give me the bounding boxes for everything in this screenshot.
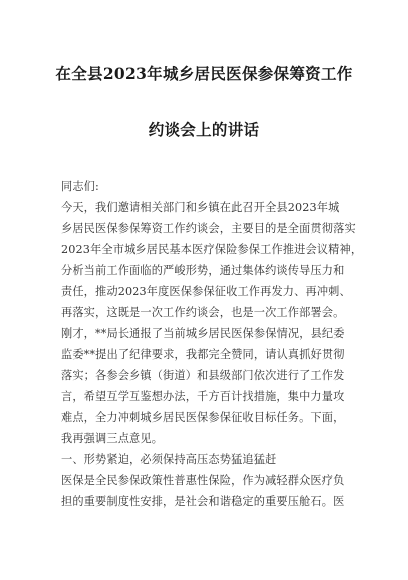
- paragraph-line: 2023年全市城乡居民基本医疗保险参保工作推进会议精神，: [61, 243, 363, 256]
- salutation: 同志们:: [61, 180, 99, 193]
- paragraph-line: 责任，推动2023年度医保参保征收工作再发力、再冲刺、: [61, 285, 351, 298]
- paragraph-line: 担的重要制度性安排，是社会和谐稳定的重要压舱石。医: [61, 495, 345, 508]
- paragraph-line: 刚才，**局长通报了当前城乡居民医保参保情况，县纪委: [61, 327, 345, 340]
- paragraph-line: 监委**提出了纪律要求，我都完全赞同，请认真抓好贯彻: [61, 348, 345, 361]
- paragraph-line: 言，希望互学互鉴想办法，千方百计找措施，集中力量攻: [61, 390, 345, 403]
- paragraph-line: 再落实，这既是一次工作约谈会，也是一次工作部署会。: [61, 306, 345, 319]
- document-title-line-2: 约谈会上的讲话: [148, 120, 260, 139]
- paragraph-line: 我再强调三点意见。: [61, 432, 164, 445]
- paragraph-line: 今天，我们邀请相关部门和乡镇在此召开全县2023年城: [61, 201, 340, 214]
- paragraph-line: 难点，全力冲刺城乡居民医保参保征收目标任务。下面，: [61, 411, 345, 424]
- paragraph-line: 分析当前工作面临的严峻形势，通过集体约谈传导压力和: [61, 264, 345, 277]
- paragraph-line: 医保是全民参保政策性普惠性保险，作为减轻群众医疗负: [61, 474, 345, 487]
- paragraph-line: 乡居民医保参保筹资工作约谈会，主要目的是全面贯彻落实: [61, 222, 356, 235]
- section-heading: 一、形势紧迫，必须保持高压态势猛追猛赶: [61, 453, 277, 466]
- paragraph-line: 落实；各参会乡镇（街道）和县级部门依次进行了工作发: [61, 369, 345, 382]
- document-title-line-1: 在全县2023年城乡居民医保参保筹资工作: [55, 64, 353, 83]
